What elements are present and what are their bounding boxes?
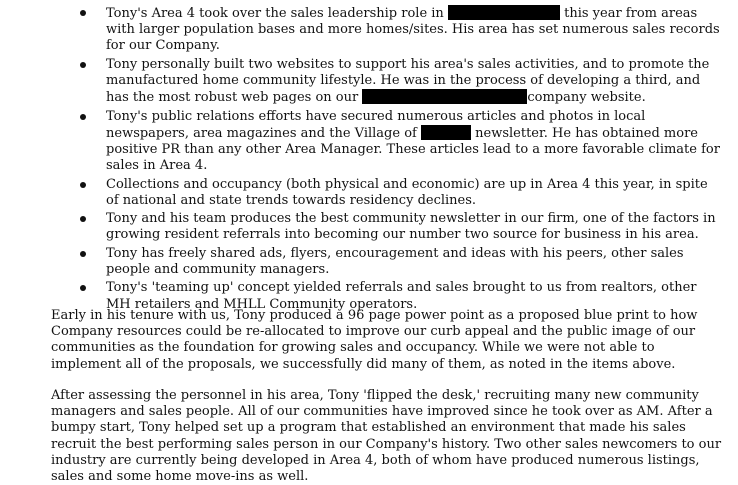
bullet-icon — [80, 182, 86, 188]
bullet-icon — [80, 114, 86, 120]
bullet-icon — [80, 10, 86, 16]
list-item-text: Tony and his team produces the best community newsletter in our firm, one of the factors in growing resident referrals into becoming our number two source for business in his area. — [106, 211, 716, 243]
list-item-text: company website. — [527, 90, 646, 106]
list-item — [80, 109, 720, 175]
list-item — [80, 5, 720, 55]
list-item — [80, 57, 720, 107]
bullet-icon — [80, 285, 86, 291]
list-item — [80, 211, 720, 243]
list-item-text: this year from areas with larger population bases and more homes/sites. His area has set numerous sales records for our Company. — [106, 6, 720, 54]
list-item-text: Tony's 'teaming up' concept yielded referrals and sales brought to us from realtors, other MH retailers and MHLL Community operators. — [106, 280, 697, 312]
redaction-bar — [421, 125, 471, 140]
list-item — [80, 177, 720, 209]
bullet-icon — [80, 62, 86, 68]
bullet-icon — [80, 216, 86, 222]
redaction-bar — [362, 89, 527, 104]
list-item — [80, 246, 720, 278]
body-paragraph: Early in his tenure with us, Tony produced a 96 page power point as a proposed blue print to how Company resources could be re-allocated to improve our curb appeal and the public image of our communities as the foundation for growing sales and occupancy. While we were not able to implement all of the proposals, we successfully did many of them, as noted in the items above. — [51, 308, 698, 372]
list-item-text: Tony personally built two websites to support his area's sales activities, and to promote the manufactured home community lifestyle. He was in the process of developing a third, and has the most robust web pages on our — [106, 56, 710, 106]
redaction-bar — [448, 5, 560, 20]
list-item-text: Tony's public relations efforts have secured numerous articles and photos in local newspapers, area magazines and the Village of — [106, 108, 646, 141]
body-paragraph: After assessing the personnel in his area, Tony 'flipped the desk,' recruiting many new community managers and sales people. All of our communities have improved since he took over as AM. After a bumpy start, Tony helped set up a program that established an environment that made his sales recruit the best performing sales person in our Company's history. Two other sales newcomers to our industry are currently being developed in Area 4, both of whom have produced numerous listings, sales and some home move-ins as well. — [51, 388, 722, 485]
list-item-text: Collections and occupancy (both physical and economic) are up in Area 4 this year, in spite of national and state trends towards residency declines. — [106, 176, 708, 208]
list-item-text: Tony's Area 4 took over the sales leadership role in — [106, 6, 444, 21]
list-item-text: Tony has freely shared ads, flyers, encouragement and ideas with his peers, other sales people and community managers. — [106, 245, 684, 277]
accomplishments-list — [80, 5, 720, 315]
bullet-icon — [80, 251, 86, 257]
list-item-text: newsletter. He has obtained more positive PR than any other Area Manager. These articles lead to a more favorable climate for sales in Area 4. — [106, 125, 720, 174]
